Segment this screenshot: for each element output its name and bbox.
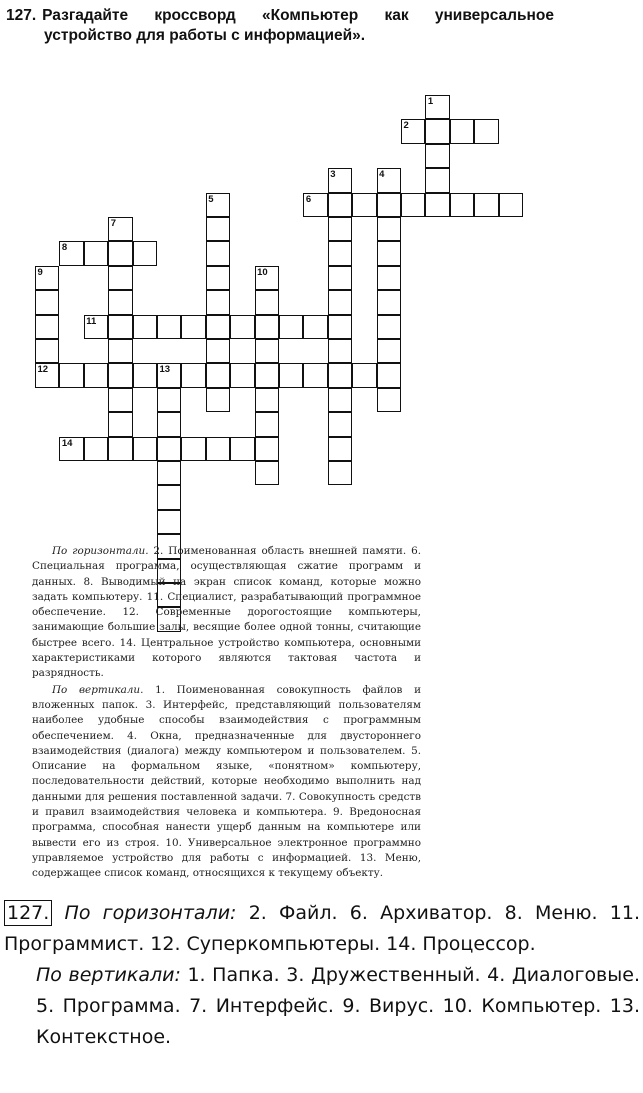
crossword-cell xyxy=(474,193,498,217)
crossword-cell xyxy=(230,315,254,339)
crossword-cell xyxy=(181,315,205,339)
crossword-cell xyxy=(352,363,376,387)
crossword-cell xyxy=(377,315,401,339)
crossword-cell xyxy=(255,339,279,363)
crossword-cell xyxy=(377,266,401,290)
clue-number: 4 xyxy=(379,169,385,181)
crossword-cell xyxy=(206,315,230,339)
crossword-cell xyxy=(157,461,181,485)
crossword-cell xyxy=(328,363,352,387)
crossword-cell xyxy=(328,437,352,461)
crossword-cell xyxy=(255,461,279,485)
crossword-cell xyxy=(206,290,230,314)
clue-number: 2 xyxy=(403,120,409,132)
crossword-cell xyxy=(352,193,376,217)
crossword-cell xyxy=(35,290,59,314)
crossword-cell xyxy=(108,388,132,412)
crossword-cell xyxy=(328,412,352,436)
answers-across-heading: По горизонтали: xyxy=(64,902,237,924)
crossword-cell xyxy=(474,119,498,143)
crossword-cell xyxy=(108,290,132,314)
crossword-cell xyxy=(328,266,352,290)
crossword-cell xyxy=(181,437,205,461)
crossword-cell xyxy=(133,437,157,461)
task-title-line2: устройство для работы с информацией». xyxy=(44,27,366,44)
crossword-cell xyxy=(181,363,205,387)
answers-down-heading: По вертикали: xyxy=(36,964,181,986)
crossword-cell xyxy=(450,119,474,143)
crossword-cell xyxy=(206,241,230,265)
crossword-cell xyxy=(157,388,181,412)
clue-number: 7 xyxy=(110,218,116,229)
answer-number: 127. xyxy=(4,900,52,926)
crossword-cell xyxy=(450,193,474,217)
crossword-cell xyxy=(328,461,352,485)
crossword-cell xyxy=(35,339,59,363)
crossword-cell xyxy=(230,437,254,461)
crossword-cell xyxy=(377,290,401,314)
crossword-cell xyxy=(108,437,132,461)
crossword-cell xyxy=(157,510,181,534)
crossword-cell xyxy=(84,241,108,265)
crossword-cell xyxy=(377,193,401,217)
crossword-cell xyxy=(133,363,157,387)
crossword-cell xyxy=(206,266,230,290)
task-title-line1: Разгадайте кроссворд «Компьютер как универсальное xyxy=(42,7,554,24)
crossword-cell xyxy=(425,168,449,192)
crossword-cell xyxy=(377,388,401,412)
crossword-cell xyxy=(328,315,352,339)
answers-down xyxy=(4,960,640,1053)
crossword-cell xyxy=(425,119,449,143)
crossword-cell xyxy=(255,388,279,412)
crossword-cell xyxy=(328,193,352,217)
clue-number: 1 xyxy=(427,96,434,107)
crossword-cell xyxy=(303,315,327,339)
crossword-cell xyxy=(255,290,279,314)
crossword-cell xyxy=(328,241,352,265)
crossword-cell xyxy=(328,217,352,241)
crossword-cell xyxy=(499,193,523,217)
crossword-cell xyxy=(255,437,279,461)
clues-across-text: 2. Поименованная область внешней памяти. 6. Специальная программа, осуществляющая сжатие программ и данных. 8. Выводимый на экран список команд, которые можно задать компьютеру. 11. Специалист, разрабатывающий программное обеспечение. 12. Современные дорогостоящие компьютеры, занимающие большие залы, весящие более одной тонны, считающие быстрее всего. 14. Центральное устройство компьютера, основными характеристиками которого являются тактовая частота и разрядность. xyxy=(32,545,421,680)
crossword-cell xyxy=(84,363,108,387)
crossword-cell xyxy=(157,437,181,461)
clue-number: 3 xyxy=(330,169,336,181)
crossword-cell xyxy=(206,388,230,412)
crossword-cell xyxy=(157,485,181,509)
crossword-cell xyxy=(377,217,401,241)
crossword-cell xyxy=(303,363,327,387)
clues-block xyxy=(32,544,421,883)
clue-number: 13 xyxy=(159,364,171,376)
crossword-cell xyxy=(328,290,352,314)
crossword-cell xyxy=(328,339,352,363)
answers-across-text: 2. Файл. 6. Архиватор. 8. Меню. 11. Программист. 12. Суперкомпьютеры. 14. Процессор. xyxy=(4,902,640,955)
crossword-cell xyxy=(157,315,181,339)
crossword-cell xyxy=(425,193,449,217)
clues-across-heading: По горизонтали. xyxy=(52,545,149,557)
clue-number: 6 xyxy=(305,193,312,205)
crossword-cell xyxy=(230,363,254,387)
crossword-cell xyxy=(255,412,279,436)
crossword-cell xyxy=(328,388,352,412)
crossword-cell xyxy=(108,412,132,436)
clue-number: 11 xyxy=(86,315,97,327)
crossword-cell xyxy=(35,315,59,339)
answers-across xyxy=(4,898,640,960)
crossword-cell xyxy=(84,437,108,461)
crossword-cell xyxy=(401,193,425,217)
clues-down-heading: По вертикали. xyxy=(52,683,144,696)
crossword-cell xyxy=(108,363,132,387)
clue-number: 8 xyxy=(61,242,68,254)
crossword-cell xyxy=(206,437,230,461)
crossword-cell xyxy=(108,266,132,290)
clue-number: 12 xyxy=(37,364,49,376)
crossword-cell xyxy=(377,241,401,265)
task-number: 127. xyxy=(6,7,37,24)
crossword-cell xyxy=(59,363,83,387)
crossword-cell xyxy=(279,315,303,339)
crossword-cell xyxy=(377,339,401,363)
crossword-cell xyxy=(133,241,157,265)
crossword-cell xyxy=(157,412,181,436)
clues-down-text: 1. Поименованная совокупность файлов и вложенных папок. 3. Интерфейс, представляющий пользователям наиболее удобные способы взаимодействия с программным обеспечением. 4. Окна, предназначенные для двустороннего взаимодействия (диалога) между компьютером и пользователем. 5. Описание на формальном языке, «понятном» компьютеру, последовательности действий, которые необходимо выполнить над данными для решения поставленной задачи. 7. Совокупность средств и правил взаимодействия человека и компьютера. 9. Вредоносная программа, способная нанести ущерб данным на компьютере или вывести его из строя. 10. Универсальное электронное программно управляемое устройство для работы с информацией. 13. Меню, содержащее список команд, относящихся к текущему объекту. xyxy=(32,683,422,880)
crossword-cell xyxy=(108,339,132,363)
clues-down xyxy=(32,683,421,882)
crossword-cell xyxy=(133,315,157,339)
clue-number: 9 xyxy=(37,266,43,278)
clue-number: 10 xyxy=(257,266,268,278)
crossword-cell xyxy=(206,217,230,241)
answers-block xyxy=(4,898,640,1053)
crossword-cell xyxy=(255,315,279,339)
crossword-cell xyxy=(108,241,132,265)
clues-across xyxy=(32,544,421,682)
clue-number: 5 xyxy=(208,193,214,205)
crossword-cell xyxy=(255,363,279,387)
crossword-cell xyxy=(206,363,230,387)
crossword-cell xyxy=(108,315,132,339)
clue-number: 14 xyxy=(61,437,73,449)
crossword-cell xyxy=(425,144,449,168)
crossword-cell xyxy=(279,363,303,387)
crossword-cell xyxy=(377,363,401,387)
answers-down-text: 1. Папка. 3. Дружественный. 4. Диалоговые. 5. Программа. 7. Интерфейс. 9. Вирус. 10. Компьютер. 13. Контекстное. xyxy=(36,964,640,1048)
crossword-cell xyxy=(206,339,230,363)
